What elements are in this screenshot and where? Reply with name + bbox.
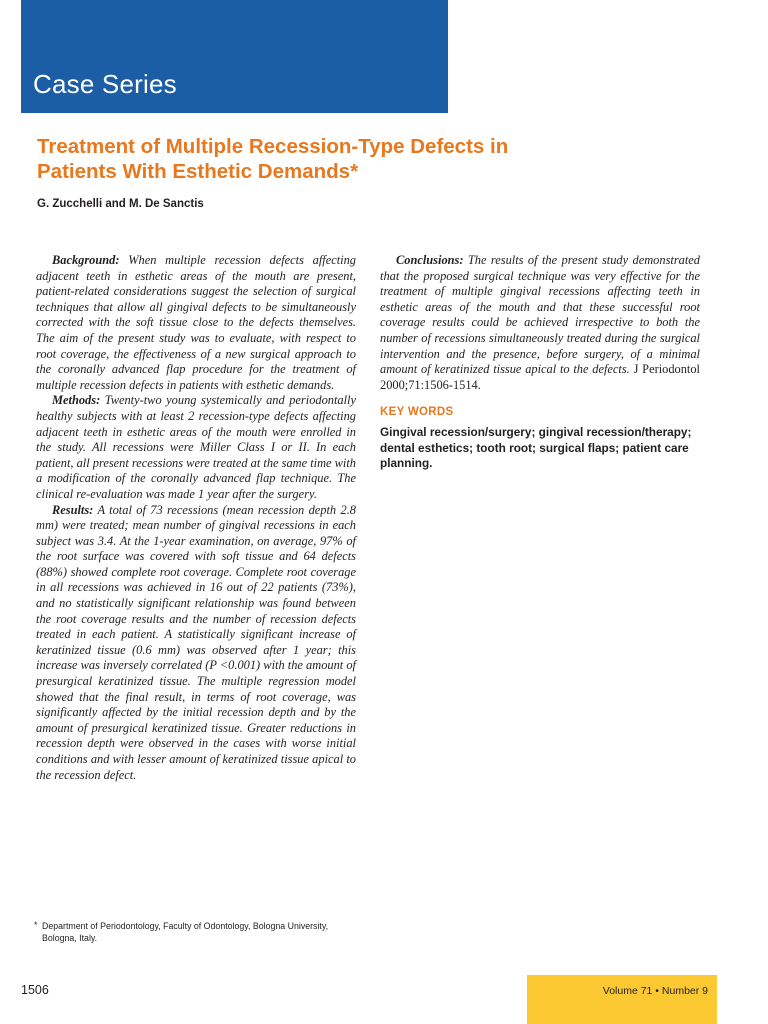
abstract-methods bbox=[36, 393, 356, 502]
conclusions-text: The results of the present study demonstrated that the proposed surgical technique was very effective for the treatment of multiple gingival recessions affecting teeth in esthetic areas of the mouth and that these successful root coverage results could be achieved irrespective to both the number of recessions simultaneously treated during the surgical intervention and the presence, before surgery, of a minimal amount of keratinized tissue apical to the defects. bbox=[380, 253, 700, 377]
keywords-list: Gingival recession/surgery; gingival recession/therapy; dental esthetics; tooth root; surgical flaps; patient care planning. bbox=[380, 424, 692, 471]
abstract-left-column bbox=[36, 253, 356, 783]
results-text: A total of 73 recessions (mean recession depth 2.8 mm) were treated; mean number of gingival recessions in each subject was 3.4. At the 1-year examination, on average, 97% of the root surface was covered with soft tissue and 64 defects (88%) showed complete root coverage. Complete root coverage in all recessions was achieved in 16 out of 22 patients (73%), and no statistically significant relationship was found between the root coverage results and the number of recession defects treated in each patient. A statistically significant increase of keratinized tissue (0.6 mm) was observed after 1 year; this increase was inversely correlated (P <0.001) with the amount of presurgical keratinized tissue. The multiple regression model showed that the final result, in terms of root coverage, was significantly affected by the initial recession depth and by the amount of presurgical keratinized tissue. Greater reductions in recession depth were observed in the cases with worse initial conditions and with lesser amount of keratinized tissue apical to the recession defect. bbox=[36, 502, 356, 782]
affiliation-footnote bbox=[34, 921, 334, 944]
results-label: Results: bbox=[52, 502, 94, 517]
footnote-marker: * bbox=[34, 920, 38, 930]
abstract-conclusions bbox=[380, 253, 700, 393]
article-title bbox=[37, 134, 657, 184]
conclusions-label: Conclusions: bbox=[396, 253, 464, 267]
abstract-results bbox=[36, 503, 356, 784]
keywords-heading: KEY WORDS bbox=[380, 406, 454, 419]
volume-issue-label: Volume 71 • Number 9 bbox=[602, 985, 708, 997]
footnote-text: Department of Periodontology, Faculty of Odontology, Bologna University, Bologna, Italy. bbox=[42, 921, 329, 943]
article-authors: G. Zucchelli and M. De Sanctis bbox=[37, 198, 204, 210]
volume-box bbox=[527, 975, 717, 1024]
section-banner bbox=[21, 0, 448, 113]
article-title-line-2: Patients With Esthetic Demands* bbox=[37, 160, 359, 183]
background-text: When multiple recession defects affecting adjacent teeth in esthetic areas of the mouth are present, patient-related considerations suggest the selection of surgical techniques that allow all gingival defects to be simultaneously corrected with the soft tissue close to the defects themselves. The aim of the present study was to evaluate, with respect to root coverage, the effectiveness of a new surgical approach to the coronally advanced flap procedure for the treatment of multiple recession defects in patients with esthetic demands. bbox=[36, 253, 356, 392]
abstract-background bbox=[36, 253, 356, 393]
background-label: Background: bbox=[52, 253, 120, 267]
journal-citation: J Periodontol 2000;71:1506-1514. bbox=[380, 362, 700, 392]
article-title-line-1: Treatment of Multiple Recession-Type Defects in bbox=[37, 135, 509, 158]
methods-text: Twenty-two young systemically and periodontally healthy subjects with at least 2 recession-type defects affecting adjacent teeth in esthetic areas of the mouth were enrolled in the study. All recessions were Miller Class I or II. In each patient, all present recessions were treated at the same time with a modification of the coronally advanced flap technique. The clinical re-evaluation was made 1 year after the surgery. bbox=[36, 393, 356, 501]
methods-label: Methods: bbox=[52, 393, 101, 408]
page-number: 1506 bbox=[21, 983, 49, 997]
abstract-right-column bbox=[380, 253, 700, 472]
section-label: Case Series bbox=[33, 69, 177, 99]
